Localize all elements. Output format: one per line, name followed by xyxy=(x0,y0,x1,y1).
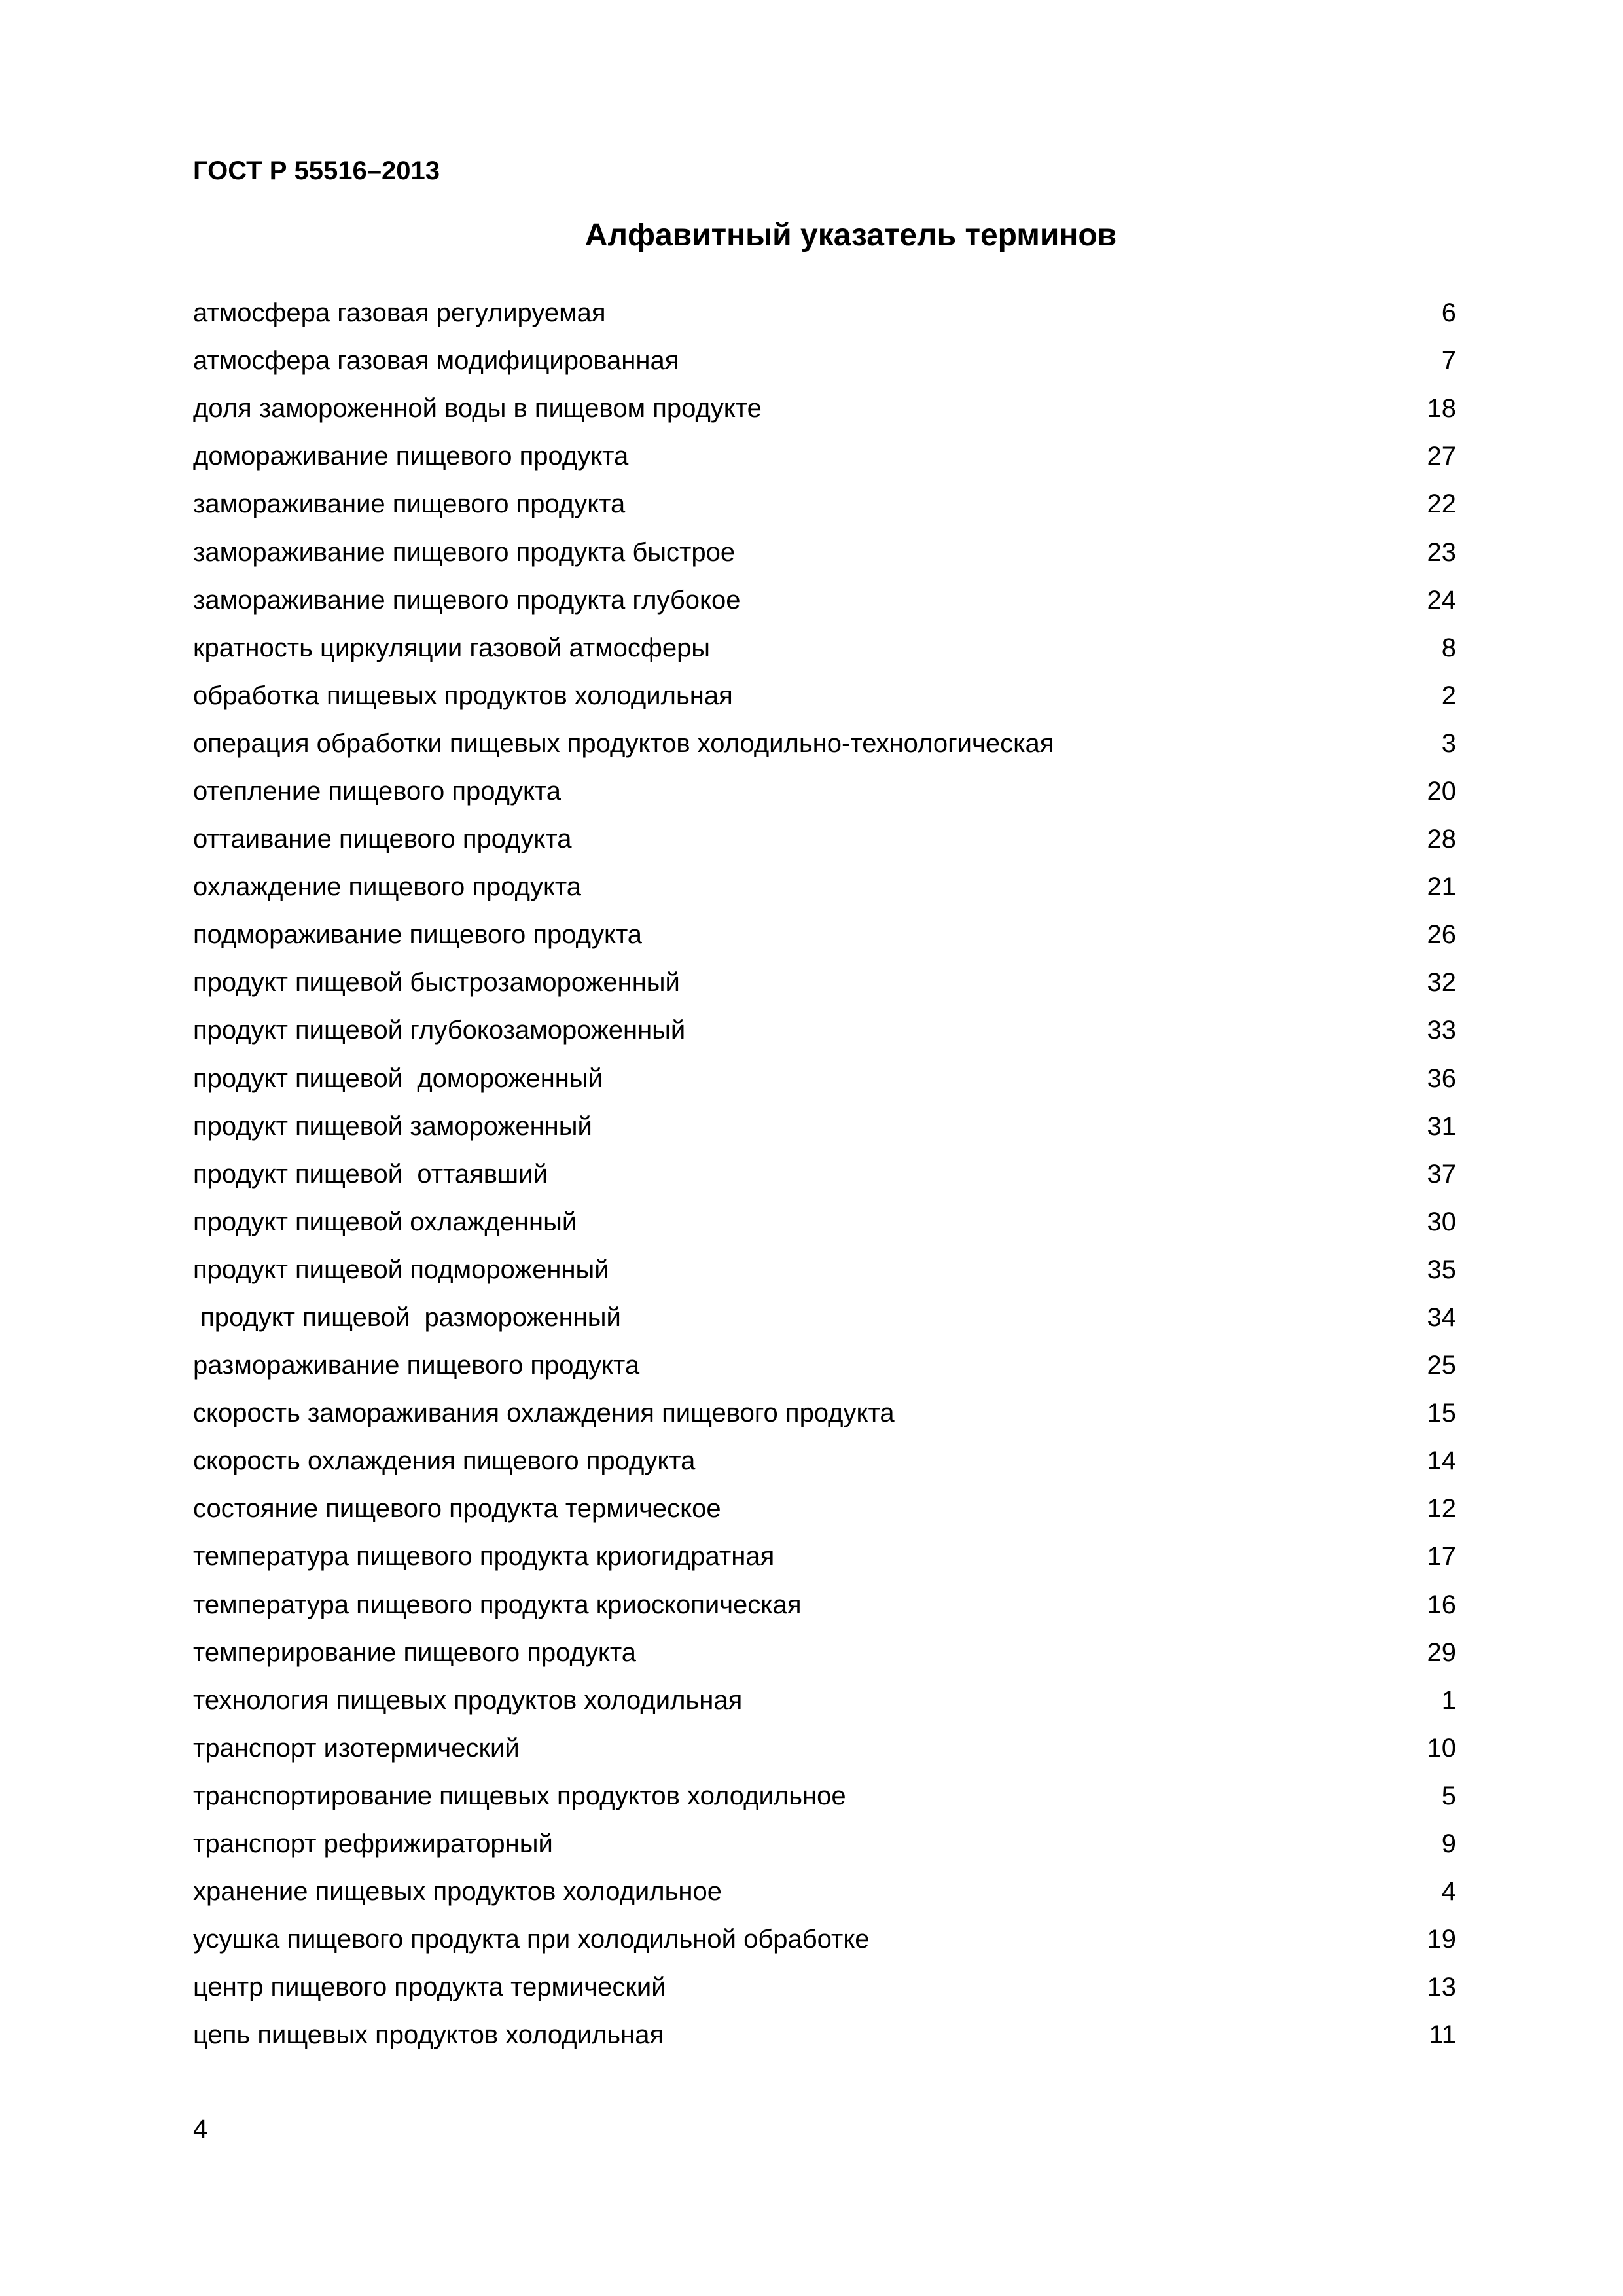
index-entry-number: 12 xyxy=(1427,1494,1456,1524)
index-entry-number: 16 xyxy=(1427,1590,1456,1619)
index-entry xyxy=(193,1772,1456,1820)
term-index-list xyxy=(193,289,1456,2059)
index-entry-term: транспорт изотермический xyxy=(193,1733,520,1763)
index-entry-number: 31 xyxy=(1427,1111,1456,1141)
index-entry-term: темперирование пищевого продукта xyxy=(193,1638,636,1667)
index-entry xyxy=(193,1437,1456,1485)
index-entry-term: замораживание пищевого продукта быстрое xyxy=(193,537,736,567)
index-entry-term: доля замороженной воды в пищевом продукте xyxy=(193,394,762,423)
index-entry-term: транспорт рефрижираторный xyxy=(193,1829,553,1859)
index-entry-number: 8 xyxy=(1441,633,1456,662)
index-entry-number: 9 xyxy=(1441,1829,1456,1859)
index-entry xyxy=(193,1103,1456,1151)
index-entry-number: 19 xyxy=(1427,1925,1456,1954)
index-entry-term: оттаивание пищевого продукта xyxy=(193,825,572,854)
index-entry-term: домораживание пищевого продукта xyxy=(193,442,629,471)
index-entry-term: продукт пищевой размороженный xyxy=(193,1303,621,1333)
index-entry-term: продукт пищевой глубокозамороженный xyxy=(193,1016,686,1045)
index-entry xyxy=(193,768,1456,816)
index-entry xyxy=(193,911,1456,959)
index-entry xyxy=(193,1055,1456,1103)
index-entry-number: 30 xyxy=(1427,1207,1456,1236)
index-entry xyxy=(193,672,1456,720)
index-entry xyxy=(193,624,1456,672)
index-entry xyxy=(193,1677,1456,1725)
index-entry-number: 32 xyxy=(1427,968,1456,997)
index-entry-number: 2 xyxy=(1441,681,1456,710)
index-entry xyxy=(193,1198,1456,1246)
index-entry xyxy=(193,816,1456,863)
index-entry-number: 37 xyxy=(1427,1159,1456,1189)
index-entry-number: 35 xyxy=(1427,1255,1456,1284)
index-entry xyxy=(193,528,1456,576)
index-entry-number: 29 xyxy=(1427,1638,1456,1667)
index-entry xyxy=(193,577,1456,624)
index-entry-term: температура пищевого продукта криоскопическая xyxy=(193,1590,802,1619)
index-entry-term: подмораживание пищевого продукта xyxy=(193,920,643,950)
index-entry-term: атмосфера газовая регулируемая xyxy=(193,298,606,328)
index-entry xyxy=(193,1294,1456,1342)
index-entry-term: продукт пищевой быстрозамороженный xyxy=(193,968,680,997)
index-entry xyxy=(193,1868,1456,1916)
index-entry-term: продукт пищевой замороженный xyxy=(193,1111,592,1141)
index-entry-term: отепление пищевого продукта xyxy=(193,776,562,806)
index-entry-number: 18 xyxy=(1427,394,1456,423)
index-entry-number: 15 xyxy=(1427,1399,1456,1428)
index-entry-term: транспортирование пищевых продуктов холодильное xyxy=(193,1781,846,1810)
index-entry xyxy=(193,1820,1456,1868)
index-entry-number: 5 xyxy=(1441,1781,1456,1810)
index-entry-number: 14 xyxy=(1427,1446,1456,1476)
index-entry-term: состояние пищевого продукта термическое xyxy=(193,1494,721,1524)
index-entry-number: 17 xyxy=(1427,1542,1456,1571)
index-entry-number: 34 xyxy=(1427,1303,1456,1333)
index-entry xyxy=(193,2011,1456,2059)
index-entry xyxy=(193,289,1456,337)
index-entry-term: обработка пищевых продуктов холодильная xyxy=(193,681,733,710)
index-entry-number: 10 xyxy=(1427,1733,1456,1763)
index-entry-term: кратность циркуляции газовой атмосферы xyxy=(193,633,711,662)
index-entry-number: 6 xyxy=(1441,298,1456,328)
page-number: 4 xyxy=(193,2115,208,2144)
index-entry-number: 20 xyxy=(1427,776,1456,806)
index-entry xyxy=(193,959,1456,1007)
index-entry-term: хранение пищевых продуктов холодильное xyxy=(193,1877,722,1907)
index-entry xyxy=(193,1581,1456,1629)
index-entry-number: 3 xyxy=(1441,728,1456,758)
index-entry-term: скорость охлаждения пищевого продукта xyxy=(193,1446,696,1476)
index-entry xyxy=(193,720,1456,768)
index-entry-term: технология пищевых продуктов холодильная xyxy=(193,1685,743,1715)
index-entry xyxy=(193,385,1456,433)
index-entry xyxy=(193,1246,1456,1294)
index-entry-number: 24 xyxy=(1427,585,1456,615)
index-entry xyxy=(193,863,1456,911)
index-entry-number: 1 xyxy=(1441,1685,1456,1715)
index-entry-number: 13 xyxy=(1427,1973,1456,2002)
index-entry-number: 25 xyxy=(1427,1351,1456,1380)
index-entry-term: замораживание пищевого продукта глубокое xyxy=(193,585,741,615)
index-entry-number: 27 xyxy=(1427,442,1456,471)
index-entry xyxy=(193,1916,1456,1964)
index-entry-number: 23 xyxy=(1427,537,1456,567)
index-entry-number: 28 xyxy=(1427,825,1456,854)
index-entry-number: 7 xyxy=(1441,346,1456,376)
index-entry-term: продукт пищевой охлажденный xyxy=(193,1207,577,1236)
index-entry xyxy=(193,1007,1456,1054)
index-entry-number: 26 xyxy=(1427,920,1456,950)
index-entry-number: 33 xyxy=(1427,1016,1456,1045)
index-entry-term: операция обработки пищевых продуктов холодильно-технологическая xyxy=(193,728,1054,758)
index-entry-term: температура пищевого продукта криогидратная xyxy=(193,1542,775,1571)
index-entry-term: скорость замораживания охлаждения пищевого продукта xyxy=(193,1399,895,1428)
document-code: ГОСТ Р 55516–2013 xyxy=(193,156,440,185)
index-entry-number: 11 xyxy=(1429,2020,1456,2050)
index-entry xyxy=(193,337,1456,385)
index-entry xyxy=(193,1342,1456,1390)
index-entry xyxy=(193,1485,1456,1533)
index-entry xyxy=(193,1390,1456,1437)
index-entry xyxy=(193,480,1456,528)
index-entry xyxy=(193,1151,1456,1198)
index-entry xyxy=(193,433,1456,480)
index-entry-number: 4 xyxy=(1441,1877,1456,1907)
index-entry-term: цепь пищевых продуктов холодильная xyxy=(193,2020,664,2050)
index-entry-term: усушка пищевого продукта при холодильной обработке xyxy=(193,1925,870,1954)
index-entry xyxy=(193,1725,1456,1772)
index-entry-number: 21 xyxy=(1427,872,1456,902)
index-entry-term: замораживание пищевого продукта xyxy=(193,490,626,519)
index-entry-number: 22 xyxy=(1427,490,1456,519)
index-entry xyxy=(193,1629,1456,1677)
index-entry-term: продукт пищевой подмороженный xyxy=(193,1255,609,1284)
index-entry xyxy=(193,1964,1456,2011)
index-entry-term: продукт пищевой домороженный xyxy=(193,1064,603,1093)
index-entry-number: 36 xyxy=(1427,1064,1456,1093)
index-entry xyxy=(193,1533,1456,1581)
index-entry-term: охлаждение пищевого продукта xyxy=(193,872,582,902)
index-entry-term: продукт пищевой оттаявший xyxy=(193,1159,548,1189)
index-entry-term: размораживание пищевого продукта xyxy=(193,1351,640,1380)
index-title: Алфавитный указатель терминов xyxy=(584,218,1117,253)
index-entry-term: центр пищевого продукта термический xyxy=(193,1973,666,2002)
index-entry-term: атмосфера газовая модифицированная xyxy=(193,346,679,376)
